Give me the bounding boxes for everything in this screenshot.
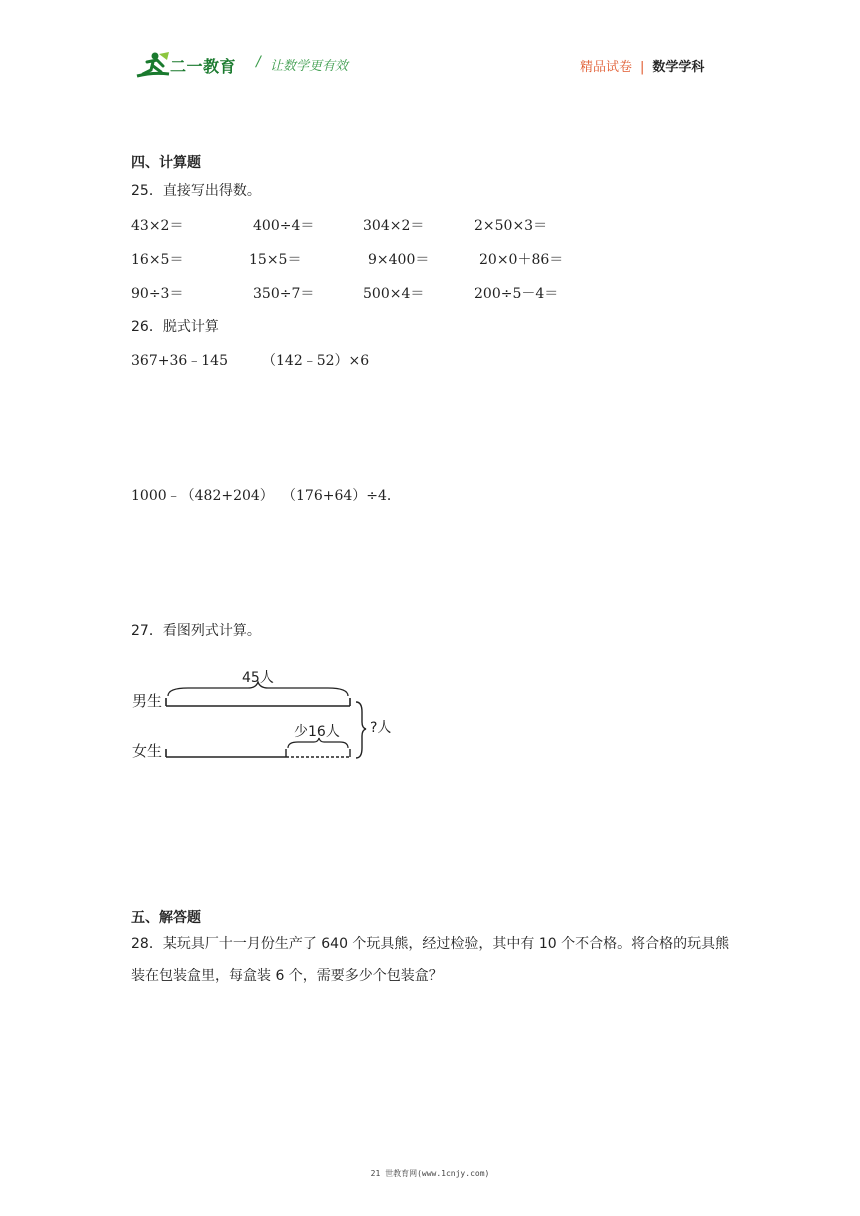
header-separator: | (640, 60, 645, 75)
calc-item: 9×400＝ (368, 252, 430, 268)
girls-label: 女生 (132, 742, 163, 760)
question-28-text: 28．某玩具厂十一月份生产了 640 个玩具熊，经过检验，其中有 10 个不合格。将合格的玩具熊装在包装盒里，每盒装 6 个，需要多少个包装盒？ (131, 936, 730, 984)
calc-item: 350÷7＝ (253, 286, 315, 302)
calc-item: 304×2＝ (363, 218, 425, 234)
boys-label: 男生 (132, 692, 163, 710)
question-label: ?人 (370, 720, 392, 736)
boys-count-label: 45人 (242, 670, 274, 686)
section-title-5: 五、解答题 (131, 910, 201, 926)
slogan: 让数学更有效 (270, 59, 349, 74)
calc-item: 15×5＝ (249, 252, 302, 268)
slogan-separator: / (256, 54, 261, 70)
brand-name: 二一教育 (170, 57, 237, 76)
calc-item: 400÷4＝ (253, 218, 315, 234)
calc-item: 43×2＝ (131, 218, 184, 234)
less-label: 少16人 (294, 724, 340, 740)
page-footer: 21 世教育网(www.1cnjy.com) (370, 1169, 490, 1178)
question-26-prompt: 26．脱式计算 (131, 319, 219, 335)
total-brace (356, 702, 366, 758)
section-title-4: 四、计算题 (131, 155, 201, 171)
expression-item: 367+36﹣145 (131, 353, 228, 369)
question-27-prompt: 27．看图列式计算。 (131, 623, 261, 639)
header-right (580, 56, 704, 75)
calc-item: 90÷3＝ (131, 286, 184, 302)
calc-item: 200÷5－4＝ (474, 286, 559, 302)
line-segment-diagram (128, 660, 408, 770)
expression-item: （176+64）÷4． (282, 488, 401, 504)
calc-item: 2×50×3＝ (474, 218, 548, 234)
expression-item: （142﹣52）×6 (262, 353, 370, 369)
calc-item: 20×0＋86＝ (479, 252, 564, 268)
header-subject: 数学学科 (652, 60, 705, 75)
calc-item: 500×4＝ (363, 286, 425, 302)
expression-item: 1000﹣（482+204） (131, 488, 274, 504)
calc-item: 16×5＝ (131, 252, 184, 268)
question-25-prompt: 25．直接写出得数。 (131, 183, 261, 199)
header-badge: 精品试卷 (580, 60, 633, 75)
